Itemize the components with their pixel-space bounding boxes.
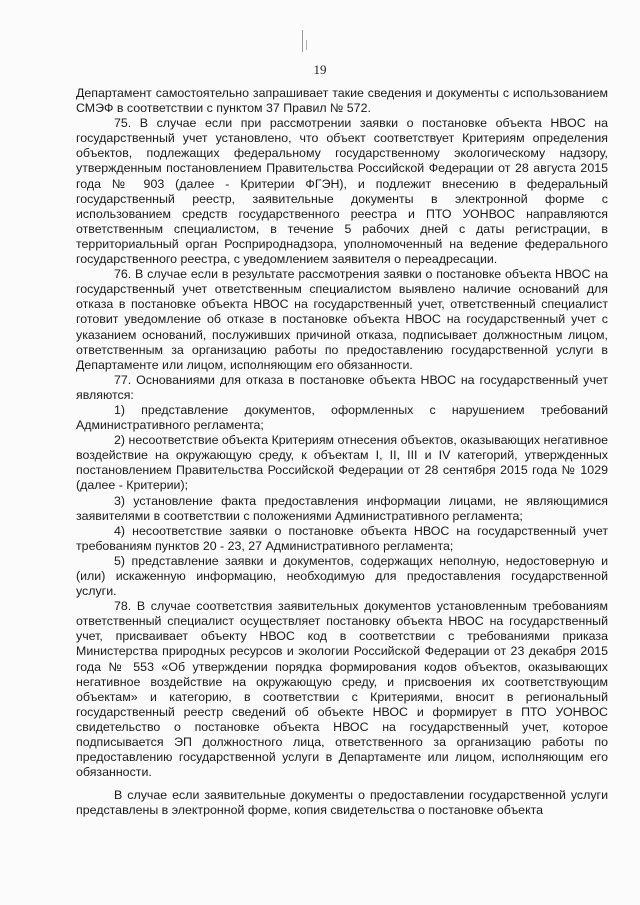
list-item-5: 5) представление заявки и документов, содержащих неполную, недостоверную и (или) искаженную информацию, необходимую для предоставления государственной услуги. [76,553,608,599]
page-number: 19 [313,62,327,77]
list-item-2: 2) несоответствие объекта Критериям отнесения объектов, оказывающих негативное воздействие на окружающую среду, к объектам I, II, III и IV категорий, утвержденных постановлением Правительства Российской Федерации от 28 сентября 2015 года № 1029 (далее - Критерии); [76,433,608,493]
list-item-4: 4) несоответствие заявки о постановке объекта НВОС на государственный учет требованиям пунктов 20 - 23, 27 Административного регламента; [76,523,608,553]
paragraph-76: 76. В случае если в результате рассмотрения заявки о постановке объекта НВОС на государственный учет ответственным специалистом выявлено наличие оснований для отказа в постановке объекта НВОС на государственный учет, ответственный специалист готовит уведомление об отказе в постановке объекта НВОС на государственный учет с указанием оснований, послуживших причиной отказа, подписывает должностным лицом, ответственным за организацию работы по предоставлению государственной услуги в Департаменте или лицом, исполняющим его обязанности. [76,267,608,372]
paragraph-75: 75. В случае если при рассмотрении заявки о постановке объекта НВОС на государственный учет установлено, что объект соответствует Критериям определения объектов, подлежащих федеральному государственному экологическому надзору, утвержденным постановлением Правительства Российской Федерации от 28 августа 2015 года № 903 (далее - Критерии ФГЭН), и подлежит внесению в федеральный государственный реестр, заявительные документы в электронной форме с использованием средств государственного реестра и ПТО УОНВОС направляются ответственным специалистом, в течение 5 рабочих дней с даты регистрации, в территориальный орган Росприроднадзора, уполномоченный на ведение федерального государственного реестра, с уведомлением заявителя о переадресации. [76,116,608,267]
scan-artifact-line [306,40,307,50]
paragraph-electronic-form: В случае если заявительные документы о предоставлении государственной услуги представлены в электронной форме, копия свидетельства о постановке объекта [76,788,608,818]
paragraph-78: 78. В случае соответствия заявительных документов установленным требованиям ответственный специалист осуществляет постановку объекта НВОС на государственный учет, присваивает объекту НВОС код в соответствии с требованиями приказа Министерства природных ресурсов и экологии Российской Федерации от 23 декабря 2015 года № 553 «Об утверждении порядка формирования кодов объектов, оказывающих негативное воздействие на окружающую среду, и присвоения их соответствующим объектам» и категорию, в соответствии с Критериями, вносит в региональный государственный реестр сведений об объекте НВОС и формирует в ПТО УОНВОС свидетельство о постановке объекта НВОС на государственный учет, которое подписывается ЭП должностного лица, ответственного за организацию работы по предоставлению государственной услуги в Департаменте или лицом, исполняющим его обязанности. [76,599,608,780]
paragraph-continuation: Департамент самостоятельно запрашивает такие сведения и документы с использованием СМЭФ в соответствии с пунктом 37 Правил № 572. [76,86,608,116]
scan-artifact-line [302,30,303,52]
list-item-1: 1) представление документов, оформленных с нарушением требований Административного регламента; [76,402,608,433]
list-item-3: 3) установление факта предоставления информации лицами, не являющимися заявителями в соответствии с положениями Административного регламента; [76,493,608,523]
paragraph-77: 77. Основаниями для отказа в постановке объекта НВОС на государственный учет являются: [76,372,608,402]
document-body [76,86,608,819]
